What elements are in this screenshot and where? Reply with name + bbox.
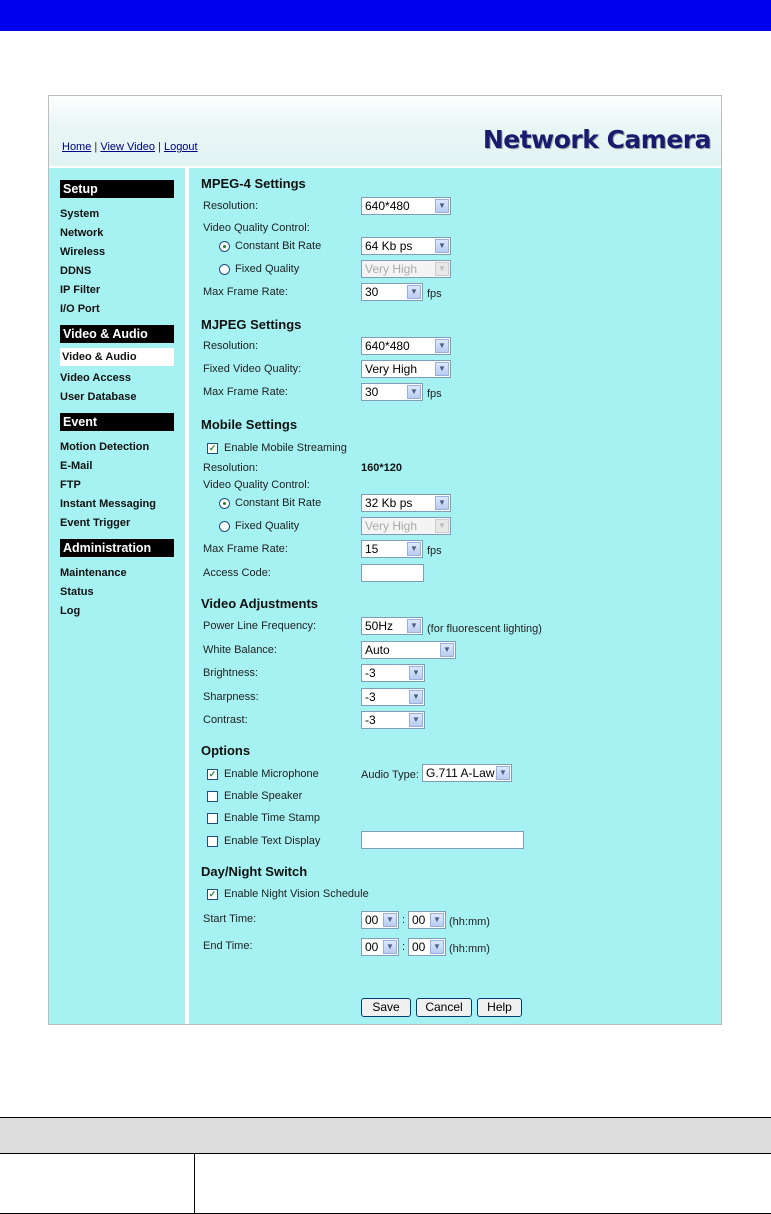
chevron-down-icon: ▼: [407, 285, 421, 299]
table-column-divider: [194, 1154, 195, 1214]
sidebar-item-instant-messaging[interactable]: Instant Messaging: [60, 498, 156, 510]
end-time-format: (hh:mm): [449, 943, 490, 955]
nav-separator: |: [154, 141, 164, 153]
text-display-input[interactable]: [361, 831, 524, 849]
chevron-down-icon: ▼: [430, 940, 444, 954]
mjpeg-fvq-value: Very High: [365, 362, 418, 376]
sidebar-heading-setup: Setup: [60, 180, 174, 198]
start-hour-value: 00: [365, 913, 379, 927]
end-hour-value: 00: [365, 940, 379, 954]
sidebar-heading-event: Event: [60, 413, 174, 431]
mobile-fps-unit: fps: [427, 545, 442, 557]
cancel-button[interactable]: Cancel: [416, 998, 472, 1017]
enable-microphone-label: Enable Microphone: [224, 768, 319, 780]
mobile-cbr-label: Constant Bit Rate: [235, 497, 322, 509]
enable-time-stamp-checkbox[interactable]: [207, 813, 218, 824]
chevron-down-icon: ▼: [496, 766, 510, 780]
brightness-select[interactable]: [361, 664, 425, 682]
sidebar-item-ddns[interactable]: DDNS: [60, 265, 92, 277]
enable-microphone-checkbox[interactable]: ✓: [208, 769, 217, 779]
mobile-enable-label: Enable Mobile Streaming: [224, 442, 347, 454]
chevron-down-icon: ▼: [430, 913, 444, 927]
chevron-down-icon: ▼: [383, 913, 397, 927]
brightness-value: -3: [365, 666, 376, 680]
help-button[interactable]: Help: [477, 998, 522, 1017]
start-time-label: Start Time:: [203, 913, 257, 925]
sidebar-item-video-audio[interactable]: Video & Audio: [60, 348, 174, 366]
sidebar-item-ip-filter[interactable]: IP Filter: [60, 284, 101, 296]
sidebar: [49, 168, 187, 1024]
mobile-fq-label: Fixed Quality: [235, 520, 300, 532]
mjpeg-resolution-label: Resolution:: [203, 340, 259, 352]
table-header-row: [0, 1117, 771, 1154]
sidebar-item-log[interactable]: Log: [60, 605, 81, 617]
mjpeg-fps-unit: fps: [427, 388, 442, 400]
mpeg4-cbr-value: 64 Kb ps: [365, 239, 413, 253]
mpeg4-fq-radio[interactable]: [219, 264, 230, 275]
section-title-mpeg4: MPEG-4 Settings: [201, 176, 306, 191]
power-line-frequency-label: Power Line Frequency:: [203, 620, 317, 632]
time-colon: :: [402, 914, 406, 926]
mpeg4-resolution-label: Resolution:: [203, 200, 259, 212]
mpeg4-fq-label: Fixed Quality: [235, 263, 300, 275]
mobile-access-code-input[interactable]: [361, 564, 424, 582]
chevron-down-icon: ▼: [435, 199, 449, 213]
end-minute-value: 00: [412, 940, 426, 954]
mobile-fq-value: Very High: [365, 519, 418, 533]
sidebar-heading-administration: Administration: [60, 539, 174, 557]
time-colon: :: [402, 941, 406, 953]
mobile-fq-select[interactable]: [361, 517, 451, 535]
mpeg4-fq-value: Very High: [365, 262, 418, 276]
nav-logout-link[interactable]: Logout: [163, 141, 198, 153]
mobile-access-code-label: Access Code:: [203, 567, 271, 579]
white-balance-select[interactable]: [361, 641, 456, 659]
chevron-down-icon: ▼: [407, 385, 421, 399]
sidebar-heading-video-audio: Video & Audio: [60, 325, 174, 343]
sidebar-item-motion-detection[interactable]: Motion Detection: [60, 441, 150, 453]
mjpeg-mfr-select[interactable]: [361, 383, 423, 401]
mjpeg-resolution-select[interactable]: [361, 337, 451, 355]
mobile-resolution-label: Resolution:: [203, 462, 259, 474]
enable-text-display-checkbox[interactable]: [207, 836, 218, 847]
enable-speaker-checkbox[interactable]: [207, 791, 218, 802]
mpeg4-cbr-radio[interactable]: [219, 241, 230, 252]
start-time-format: (hh:mm): [449, 916, 490, 928]
contrast-value: -3: [365, 713, 376, 727]
sidebar-item-email[interactable]: E-Mail: [60, 460, 93, 472]
network-camera-logo: Network Camera: [482, 125, 711, 154]
mpeg4-mfr-value: 30: [365, 285, 379, 299]
mpeg4-vqc-label: Video Quality Control:: [203, 222, 310, 234]
sidebar-item-io-port[interactable]: I/O Port: [60, 303, 100, 315]
white-balance-label: White Balance:: [203, 644, 277, 656]
sidebar-item-video-access[interactable]: Video Access: [60, 372, 131, 384]
chevron-down-icon: ▼: [435, 262, 449, 276]
nav-separator: |: [91, 141, 101, 153]
sidebar-item-event-trigger[interactable]: Event Trigger: [60, 517, 131, 529]
mobile-vqc-label: Video Quality Control:: [203, 479, 310, 491]
mjpeg-resolution-value: 640*480: [365, 339, 410, 353]
sharpness-value: -3: [365, 690, 376, 704]
mjpeg-fvq-select[interactable]: [361, 360, 451, 378]
mobile-enable-checkbox[interactable]: ✓: [208, 443, 217, 453]
audio-type-label: Audio Type:: [361, 769, 419, 781]
enable-text-display-label: Enable Text Display: [224, 835, 321, 847]
section-title-mobile: Mobile Settings: [201, 417, 298, 432]
chevron-down-icon: ▼: [435, 239, 449, 253]
nav-home-link[interactable]: Home: [62, 141, 92, 153]
save-button[interactable]: Save: [361, 998, 411, 1017]
mobile-fq-radio[interactable]: [219, 521, 230, 532]
power-line-frequency-note: (for fluorescent lighting): [427, 623, 542, 635]
sidebar-item-status[interactable]: Status: [60, 586, 94, 598]
enable-time-stamp-label: Enable Time Stamp: [224, 812, 320, 824]
camera-web-ui: [48, 95, 722, 1025]
mpeg4-cbr-select[interactable]: [361, 237, 451, 255]
mpeg4-resolution-value: 640*480: [365, 199, 410, 213]
brightness-label: Brightness:: [203, 667, 259, 679]
chevron-down-icon: ▼: [407, 619, 421, 633]
sidebar-item-system[interactable]: System: [60, 208, 100, 220]
chevron-down-icon: ▼: [435, 339, 449, 353]
mpeg4-mfr-select[interactable]: [361, 283, 423, 301]
audio-type-select[interactable]: [422, 764, 512, 782]
mjpeg-mfr-label: Max Frame Rate:: [203, 386, 288, 398]
power-line-frequency-value: 50Hz: [365, 619, 394, 633]
page-top-bar: [0, 0, 771, 31]
enable-speaker-label: Enable Speaker: [224, 790, 303, 802]
section-title-mjpeg: MJPEG Settings: [201, 317, 302, 332]
section-title-video-adjustments: Video Adjustments: [201, 596, 319, 611]
sidebar-item-network[interactable]: Network: [60, 227, 104, 239]
chevron-down-icon: ▼: [409, 666, 423, 680]
mjpeg-mfr-value: 30: [365, 385, 379, 399]
section-title-options: Options: [201, 743, 251, 758]
header: [49, 96, 721, 166]
sharpness-select[interactable]: [361, 688, 425, 706]
end-hour-select[interactable]: [361, 938, 399, 956]
mobile-mfr-label: Max Frame Rate:: [203, 543, 288, 555]
mpeg4-mfr-label: Max Frame Rate:: [203, 286, 288, 298]
chevron-down-icon: ▼: [435, 496, 449, 510]
section-title-day-night: Day/Night Switch: [201, 864, 308, 879]
mobile-cbr-value: 32 Kb ps: [365, 496, 413, 510]
top-nav: [62, 141, 198, 153]
mobile-mfr-select[interactable]: [361, 540, 423, 558]
night-vision-schedule-checkbox[interactable]: ✓: [208, 889, 217, 899]
chevron-down-icon: ▼: [409, 713, 423, 727]
mobile-mfr-value: 15: [365, 542, 379, 556]
audio-type-value: G.711 A-Law: [426, 766, 495, 780]
night-vision-schedule-label: Enable Night Vision Schedule: [224, 888, 369, 900]
contrast-label: Contrast:: [203, 714, 248, 726]
contrast-select[interactable]: [361, 711, 425, 729]
chevron-down-icon: ▼: [409, 690, 423, 704]
sidebar-item-wireless[interactable]: Wireless: [60, 246, 106, 258]
chevron-down-icon: ▼: [440, 643, 454, 657]
chevron-down-icon: ▼: [407, 542, 421, 556]
start-hour-select[interactable]: [361, 911, 399, 929]
mpeg4-fps-unit: fps: [427, 288, 442, 300]
start-minute-select[interactable]: [408, 911, 446, 929]
mobile-resolution-value: 160*120: [361, 462, 402, 474]
mpeg4-resolution-select[interactable]: [361, 197, 451, 215]
mjpeg-fvq-label: Fixed Video Quality:: [203, 363, 302, 375]
power-line-frequency-select[interactable]: [361, 617, 423, 635]
sidebar-item-user-database[interactable]: User Database: [60, 391, 137, 403]
mobile-cbr-radio[interactable]: [219, 498, 230, 509]
end-minute-select[interactable]: [408, 938, 446, 956]
chevron-down-icon: ▼: [435, 362, 449, 376]
chevron-down-icon: ▼: [435, 519, 449, 533]
mobile-cbr-select[interactable]: [361, 494, 451, 512]
end-time-label: End Time:: [203, 940, 253, 952]
nav-view-video-link[interactable]: View Video: [100, 141, 155, 153]
mpeg4-cbr-label: Constant Bit Rate: [235, 240, 322, 252]
white-balance-value: Auto: [365, 643, 390, 657]
mpeg4-fq-select[interactable]: [361, 260, 451, 278]
sharpness-label: Sharpness:: [203, 691, 259, 703]
chevron-down-icon: ▼: [383, 940, 397, 954]
sidebar-item-maintenance[interactable]: Maintenance: [60, 567, 127, 579]
sidebar-item-ftp[interactable]: FTP: [60, 479, 81, 491]
start-minute-value: 00: [412, 913, 426, 927]
table-row: [0, 1154, 771, 1214]
settings-panel: [189, 168, 721, 1024]
